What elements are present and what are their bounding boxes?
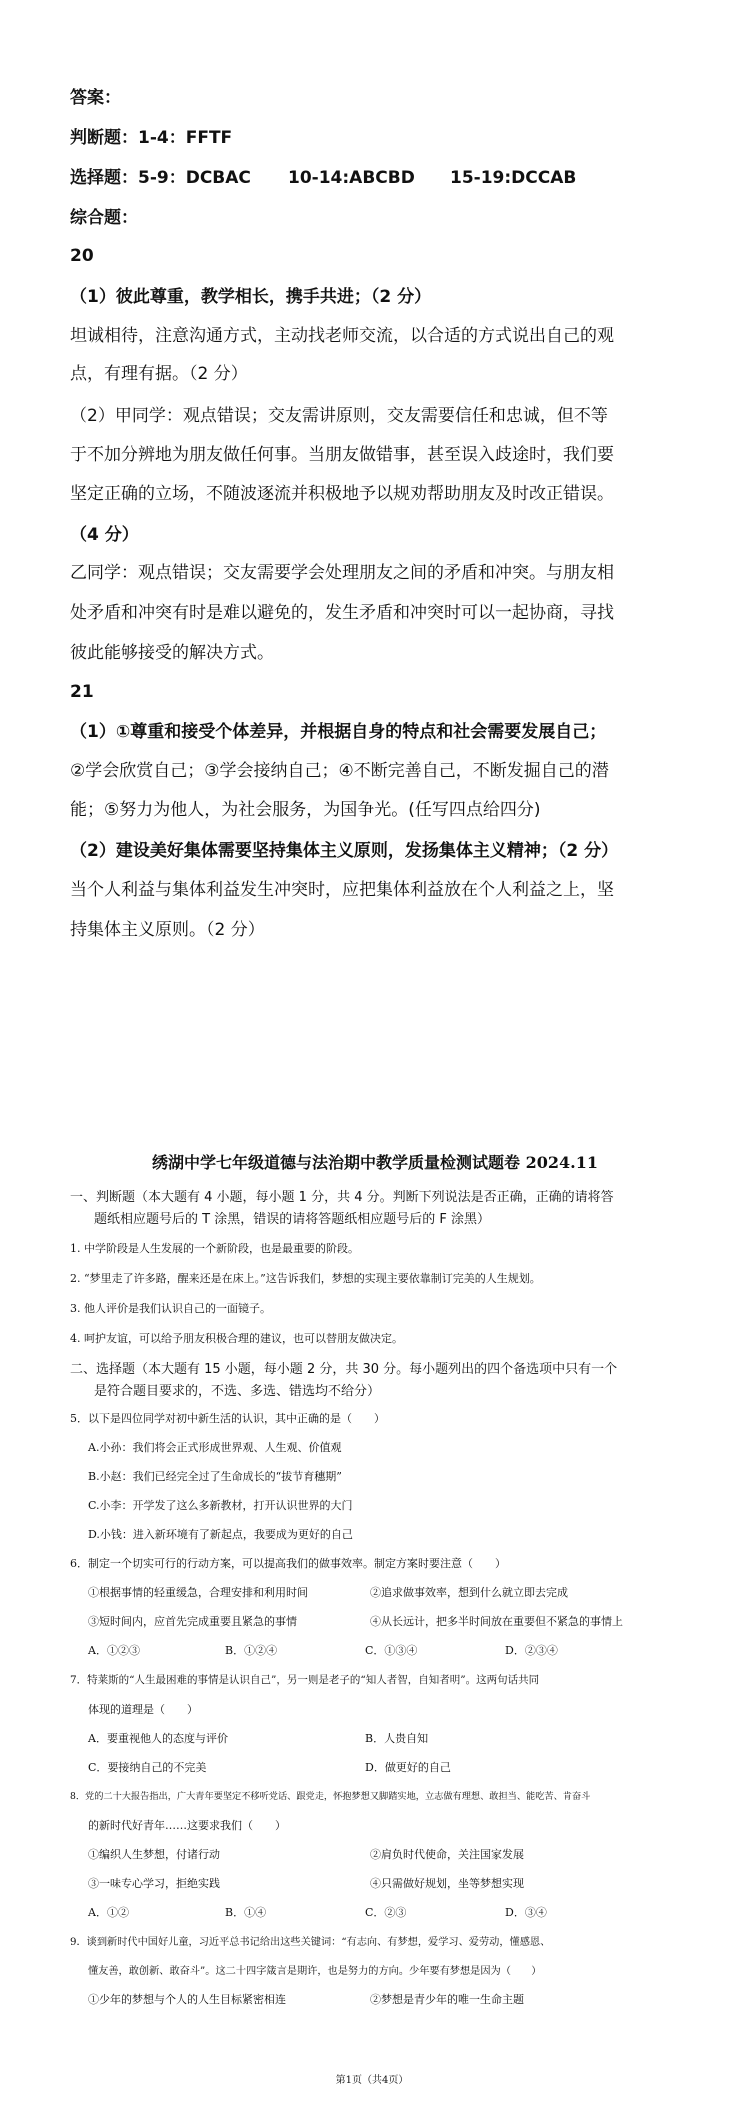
q6-option-c: C．①③④ [365,1644,418,1657]
page-footer: 第1页（共4页） [335,2075,409,2086]
q21-line: （1）①尊重和接受个体差异，并根据自身的特点和社会需要发展自己； [70,722,607,742]
q20-line: 坦诚相待，注意沟通方式，主动找老师交流，以合适的方式说出自己的观 [70,326,614,346]
q8-item: ①编织人生梦想，付诸行动 [88,1848,220,1861]
q5-stem: 5．以下是四位同学对初中新生活的认识，其中正确的是（ ） [70,1412,385,1425]
q9-item: ①少年的梦想与个人的人生目标紧密相连 [88,1993,286,2006]
q20-line: 于不加分辨地为朋友做任何事。当朋友做错事，甚至误入歧途时，我们要 [70,445,614,465]
q21-line: 能；⑤努力为他人，为社会服务，为国争光。(任写四点给四分) [70,800,541,820]
q6-option-a: A．①②③ [88,1644,140,1657]
judge-item-3: 3. 他人评价是我们认识自己的一面镜子。 [70,1302,271,1315]
q8-stem: 8．党的二十大报告指出，广大青年要坚定不移听党话、跟党走，怀抱梦想又脚踏实地，立志做有理想、敢担当、能吃苦、肯奋斗 [70,1791,591,1802]
q5-option: C.小李：开学发了这么多新教材，打开认识世界的大门 [88,1499,353,1512]
q7-option-c: C．要接纳自己的不完美 [88,1761,207,1774]
q8-stem-cont: 的新时代好青年……这要求我们（ ） [88,1819,286,1832]
q8-option-a: A．①② [88,1906,129,1919]
q8-option-b: B．①④ [225,1906,267,1919]
q8-option-c: C．②③ [365,1906,407,1919]
q6-option-d: D．②③④ [505,1644,558,1657]
q6-item: ③短时间内，应首先完成重要且紧急的事情 [88,1615,297,1628]
q8-item: ④只需做好规划，坐等梦想实现 [370,1877,524,1890]
q20-line: 乙同学：观点错误；交友需要学会处理朋友之间的矛盾和冲突。与朋友相 [70,563,614,583]
q21-line: 当个人利益与集体利益发生冲突时，应把集体利益放在个人利益之上，坚 [70,880,614,900]
q6-item: ④从长远计，把多半时间放在重要但不紧急的事情上 [370,1615,623,1628]
choice-answers-1: 选择题：5-9：DCBAC [70,168,251,188]
q5-option: B.小赵：我们已经完全过了生命成长的“拔节育穗期” [88,1470,342,1483]
q5-option: A.小孙：我们将会正式形成世界观、人生观、价值观 [88,1441,342,1454]
q6-stem: 6．制定一个切实可行的行动方案，可以提高我们的做事效率。制定方案时要注意（ ） [70,1557,506,1570]
section2-heading: 二、选择题（本大题有 15 小题，每小题 2 分，共 30 分。每小题列出的四个备选项中只有一个 [70,1362,618,1377]
section2-heading-cont: 是符合题目要求的，不选、多选、错选均不给分） [94,1384,381,1399]
judgement-answers: 判断题：1-4：FFTF [70,128,233,148]
choice-answers-2: 10-14:ABCBD [288,168,415,188]
q20-line: 彼此能够接受的解决方式。 [70,643,274,663]
q21-line: ②学会欣赏自己；③学会接纳自己；④不断完善自己，不断发掘自己的潜 [70,761,609,781]
q6-item: ②追求做事效率，想到什么就立即去完成 [370,1586,568,1599]
q8-item: ②肩负时代使命，关注国家发展 [370,1848,524,1861]
judge-item-1: 1. 中学阶段是人生发展的一个新阶段，也是最重要的阶段。 [70,1242,359,1255]
q7-option-b: B．人贵自知 [365,1732,429,1745]
exam-paper [70,1150,680,2070]
q7-option-a: A．要重视他人的态度与评价 [88,1732,228,1745]
q20-line: （2）甲同学：观点错误；交友需讲原则，交友需要信任和忠诚，但不等 [70,406,608,426]
q7-stem-cont: 体现的道理是（ ） [88,1703,198,1716]
q21-line: （2）建设美好集体需要坚持集体主义原则，发扬集体主义精神；（2 分） [70,841,619,861]
choice-answers-3: 15-19:DCCAB [450,168,577,188]
q20-line: 坚定正确的立场，不随波逐流并积极地予以规劝帮助朋友及时改正错误。 [70,484,614,504]
question-21-number: 21 [70,682,94,702]
answer-heading: 答案： [70,88,121,108]
q7-stem: 7．特莱斯的“人生最困难的事情是认识自己”，另一则是老子的“知人者智，自知者明”。这两句话共同 [70,1674,540,1686]
section1-heading: 一、判断题（本大题有 4 小题，每小题 1 分，共 4 分。判断下列说法是否正确，正确的请将答 [70,1190,614,1205]
q9-item: ②梦想是青少年的唯一生命主题 [370,1993,524,2006]
q8-item: ③一味专心学习，拒绝实践 [88,1877,220,1890]
q21-line: 持集体主义原则。（2 分） [70,920,265,940]
q9-stem-cont: 懂友善，敢创新、敢奋斗”。这二十四字箴言是期许，也是努力的方向。少年要有梦想是因为（ ） [88,1966,542,1977]
judge-item-2: 2. “梦里走了许多路，醒来还是在床上。”这告诉我们，梦想的实现主要依靠制订完美的人生规划。 [70,1272,541,1285]
exam-title: 绣湖中学七年级道德与法治期中教学质量检测试题卷 2024.11 [152,1153,598,1172]
q20-line: 点，有理有据。（2 分） [70,364,248,384]
q20-line: （1）彼此尊重，教学相长，携手共进；（2 分） [70,287,432,307]
q9-stem: 9．谈到新时代中国好儿童，习近平总书记给出这些关键词：“有志向、有梦想，爱学习、爱劳动，懂感恩、 [70,1937,551,1948]
q8-option-d: D．③④ [505,1906,547,1919]
q6-option-b: B．①②④ [225,1644,278,1657]
comprehensive-heading: 综合题： [70,208,138,228]
q5-option: D.小钱：进入新环境有了新起点，我要成为更好的自己 [88,1528,353,1541]
judge-item-4: 4. 呵护友谊，可以给予朋友积极合理的建议，也可以替朋友做决定。 [70,1332,403,1345]
q6-item: ①根据事情的轻重缓急，合理安排和利用时间 [88,1586,308,1599]
section1-heading-cont: 题纸相应题号后的 T 涂黑，错误的请将答题纸相应题号后的 F 涂黑） [94,1212,490,1227]
question-20-number: 20 [70,246,94,266]
q20-line: （4 分） [70,525,139,545]
q20-line: 处矛盾和冲突有时是难以避免的，发生矛盾和冲突时可以一起协商，寻找 [70,603,614,623]
q7-option-d: D．做更好的自己 [365,1761,451,1774]
